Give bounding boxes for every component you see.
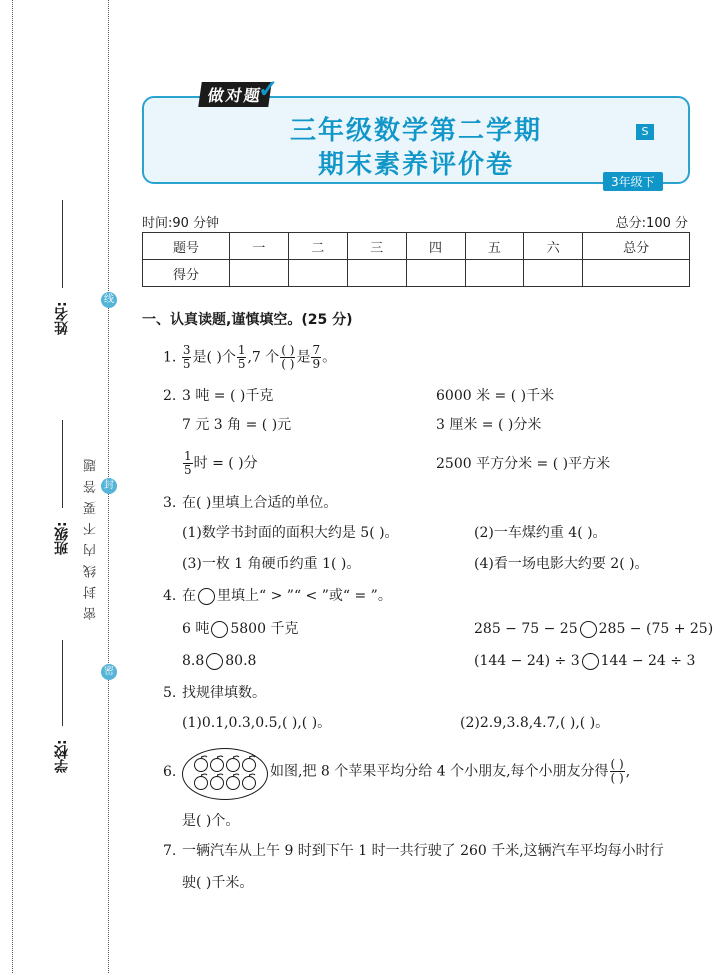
- comparison-circle-icon: [198, 588, 215, 605]
- table-header-cell: 四: [406, 233, 465, 260]
- q2-e-fraction: [183, 450, 193, 477]
- title-line-2: 期末素养评价卷: [317, 150, 514, 180]
- q3-item-2: (2)一车煤约重 4( )。: [474, 525, 607, 541]
- q1-f1-denominator: 5: [182, 357, 191, 371]
- q1-f2-denominator: 5: [237, 357, 246, 371]
- apple-icon: [243, 774, 256, 790]
- q5-item-2: (2)2.9,3.8,4.7,( ),( )。: [460, 715, 610, 731]
- s-badge: S: [636, 124, 654, 140]
- name-line: [62, 200, 63, 288]
- score-cell[interactable]: [406, 260, 465, 287]
- q2-item-a: 3 吨 = ( )千克: [182, 388, 274, 404]
- apple-icon: [227, 756, 240, 772]
- q4-b-left: 285 − 75 − 25: [474, 621, 578, 637]
- q4-d-right: 144 − 24 ÷ 3: [600, 653, 696, 669]
- q1-text-2: ,7 个: [247, 349, 280, 366]
- name-label: 姓名:: [54, 301, 70, 335]
- q4-number: 4.: [163, 588, 177, 604]
- q7-number: 7.: [163, 843, 177, 859]
- score-cell[interactable]: [347, 260, 406, 287]
- q2-e-denominator: 5: [184, 463, 192, 477]
- q4-item-b: [474, 620, 713, 638]
- binding-dotted-line-outer: [12, 0, 13, 973]
- apple-group-icon: [183, 749, 267, 799]
- q1-f3-numerator: ( ): [281, 343, 295, 357]
- seal-char-feng: 封: [101, 478, 117, 494]
- q4-stem-post: 里填上“ > ”“ < ”或“ = ”。: [217, 588, 392, 604]
- q4-a-left: 6 吨: [182, 621, 210, 637]
- q3-item-4: (4)看一场电影大约要 2( )。: [474, 556, 649, 572]
- q4-b-answer-circle[interactable]: [580, 621, 597, 638]
- q1-fraction-1: [182, 344, 192, 371]
- q2-item-c: 7 元 3 角 = ( )元: [182, 417, 292, 433]
- q5-number: 5.: [163, 685, 177, 701]
- score-cell[interactable]: [288, 260, 347, 287]
- q6-number: 6.: [163, 764, 177, 780]
- q2-item-d: 3 厘米 = ( )分米: [436, 417, 542, 433]
- q4-b-right: 285 − (75 + 25): [598, 621, 713, 637]
- q5-item-1: (1)0.1,0.3,0.5,( ),( )。: [182, 715, 332, 731]
- score-cell[interactable]: [583, 260, 690, 287]
- score-table-header-row: [143, 233, 690, 260]
- class-line: [62, 420, 63, 508]
- table-header-cell: 二: [288, 233, 347, 260]
- school-label: 学校:: [54, 739, 70, 773]
- score-cell[interactable]: [465, 260, 524, 287]
- score-table: [142, 232, 690, 287]
- q1-text-4: 。: [322, 349, 337, 366]
- q2-item-b: 6000 米 = ( )千米: [436, 388, 555, 404]
- q6-text: [270, 758, 630, 785]
- q2-number: 2.: [163, 388, 177, 404]
- check-mark-icon: ✓: [258, 74, 279, 103]
- q1-text-3: 是: [296, 349, 311, 366]
- q1-f4-numerator: 7: [312, 343, 321, 357]
- q4-c-right: 80.8: [225, 653, 257, 669]
- q6-denominator: ( ): [610, 771, 624, 785]
- q4-c-answer-circle[interactable]: [206, 653, 223, 670]
- q4-d-left: (144 − 24) ÷ 3: [474, 653, 580, 669]
- q1-fraction-4: [311, 344, 321, 371]
- seal-char-xian: 线: [101, 292, 117, 308]
- table-header-cell: 五: [465, 233, 524, 260]
- table-header-cell: 总分: [583, 233, 690, 260]
- total-info: 总分:100 分: [615, 216, 688, 231]
- q7-line-1: 一辆汽车从上午 9 时到下午 1 时一共行驶了 260 千米,这辆汽车平均每小时行: [182, 843, 664, 859]
- q7-line-2: 驶( )千米。: [182, 875, 254, 891]
- q4-a-answer-circle[interactable]: [211, 621, 228, 638]
- q3-item-1: (1)数学书封面的面积大约是 5( )。: [182, 525, 399, 541]
- q1-f1-numerator: 3: [182, 343, 191, 357]
- apple-icon: [195, 756, 208, 772]
- q1-answer-fraction[interactable]: [280, 344, 295, 371]
- school-line: [62, 640, 63, 726]
- q4-d-answer-circle[interactable]: [582, 653, 599, 670]
- apple-icon: [211, 756, 224, 772]
- brand-tag: 做对题: [198, 82, 272, 107]
- apple-illustration: [182, 748, 268, 800]
- q6-answer-fraction[interactable]: [610, 758, 625, 785]
- q4-item-a: [182, 620, 298, 638]
- score-row-label: 得分: [143, 260, 230, 287]
- table-header-cell: 六: [524, 233, 583, 260]
- q5-stem: 找规律填数。: [182, 685, 266, 701]
- q1-f2-numerator: 1: [237, 343, 246, 357]
- q4-a-right: 5800 千克: [230, 621, 299, 637]
- q6-numerator: ( ): [610, 757, 624, 771]
- q6-tail: ,: [625, 763, 631, 780]
- score-table-score-row: [143, 260, 690, 287]
- q1-number: 1.: [163, 349, 177, 366]
- q2-e-numerator: 1: [184, 449, 192, 463]
- q4-stem: [182, 587, 392, 605]
- apple-icon: [195, 774, 208, 790]
- q6-line-2: 是( )个。: [182, 813, 240, 829]
- section-1-title: 一、认真读题,谨慎填空。(25 分): [142, 312, 353, 328]
- time-info: 时间:90 分钟: [142, 216, 220, 231]
- apple-icon: [227, 774, 240, 790]
- table-header-cell: 题号: [143, 233, 230, 260]
- q2-item-f: 2500 平方分米 = ( )平方米: [436, 456, 611, 472]
- q6-stem: 如图,把 8 个苹果平均分给 4 个小朋友,每个小朋友分得: [270, 763, 609, 780]
- class-label: 班级:: [54, 521, 70, 555]
- q3-number: 3.: [163, 495, 177, 511]
- q4-stem-pre: 在: [182, 588, 196, 604]
- seal-char-mi: 密: [101, 664, 117, 680]
- q4-c-left: 8.8: [182, 653, 205, 669]
- question-1: [163, 344, 336, 371]
- q1-f4-denominator: 9: [312, 357, 321, 371]
- apple-icon: [243, 756, 256, 772]
- q4-item-c: [182, 652, 256, 670]
- title-banner: [142, 96, 690, 184]
- q1-f3-denominator: ( ): [281, 357, 295, 371]
- q4-item-d: [474, 652, 695, 670]
- q1-fraction-2: [237, 344, 247, 371]
- q2-e-text: 时 = ( )分: [193, 455, 258, 472]
- q3-stem: 在( )里填上合适的单位。: [182, 495, 338, 511]
- title-line-1: 三年级数学第二学期: [289, 116, 542, 146]
- table-header-cell: 一: [230, 233, 289, 260]
- score-cell[interactable]: [230, 260, 289, 287]
- q2-item-e: [182, 450, 258, 477]
- table-header-cell: 三: [347, 233, 406, 260]
- q1-text-1: 是( )个: [192, 349, 236, 366]
- grade-badge: 3年级下: [603, 172, 663, 191]
- apple-icon: [211, 774, 224, 790]
- q3-item-3: (3)一枚 1 角硬币约重 1( )。: [182, 556, 361, 572]
- seal-notice: 密 封 线 内 不 要 答 题: [84, 457, 99, 620]
- score-cell[interactable]: [524, 260, 583, 287]
